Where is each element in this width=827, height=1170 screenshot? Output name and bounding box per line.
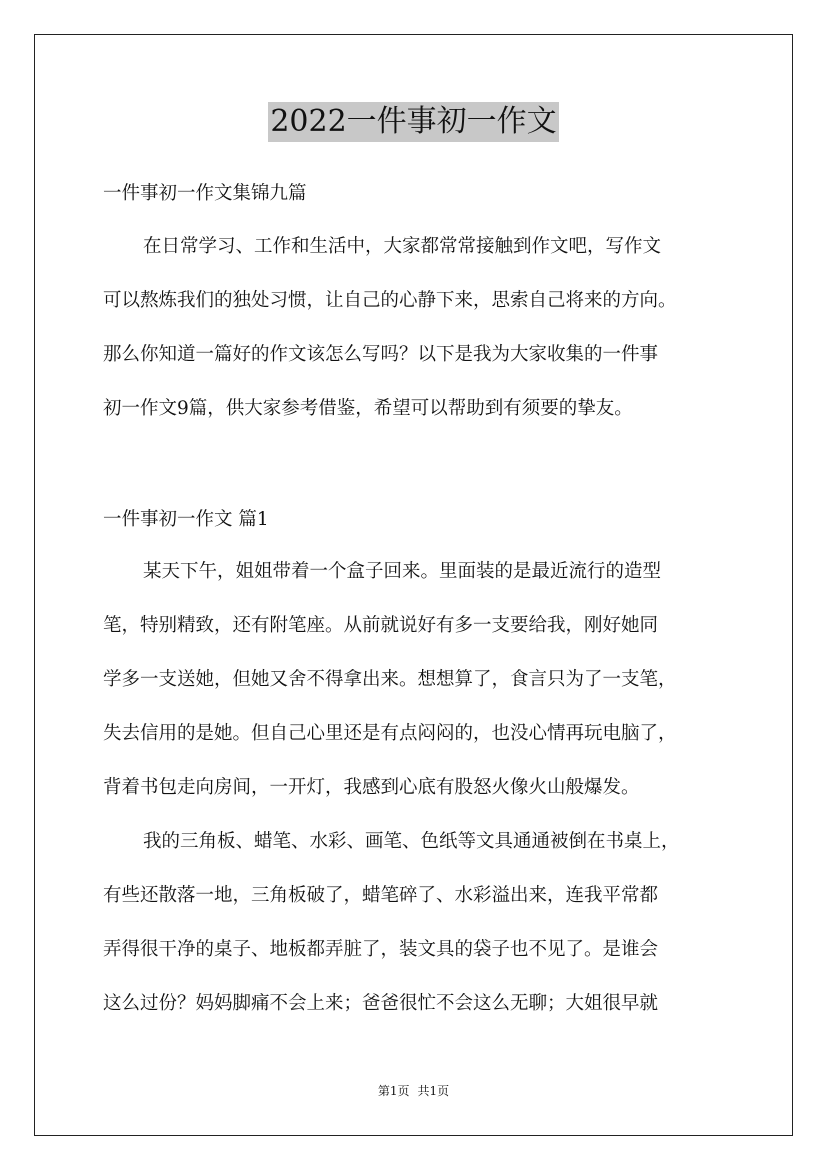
intro-line: 在日常学习、工作和生活中，大家都常常接触到作文吧，写作文 [143, 236, 662, 257]
paragraph-line: 某天下午，姐姐带着一个盒子回来。里面装的是最近流行的造型 [143, 561, 662, 582]
page-number-total: 共1页 [417, 1084, 450, 1098]
document-subtitle: 一件事初一作文集锦九篇 [103, 183, 307, 204]
section-heading: 一件事初一作文 篇1 [103, 509, 269, 530]
intro-line: 那么你知道一篇好的作文该怎么写吗？以下是我为大家收集的一件事 [103, 344, 659, 365]
page-number-current: 第1页 [377, 1084, 410, 1098]
intro-line: 初一作文9篇，供大家参考借鉴，希望可以帮助到有须要的挚友。 [103, 398, 633, 419]
paragraph-line: 弄得很干净的桌子、地板都弄脏了，装文具的袋子也不见了。是谁会 [103, 939, 659, 960]
paragraph-line: 失去信用的是她。但自己心里还是有点闷闷的，也没心情再玩电脑了， [103, 723, 677, 744]
paragraph-line: 学多一支送她，但她又舍不得拿出来。想想算了，食言只为了一支笔， [103, 669, 677, 690]
title-container [0, 102, 827, 142]
document-title: 2022一件事初一作文 [268, 102, 558, 142]
intro-line: 可以熬炼我们的独处习惯，让自己的心静下来，思索自己将来的方向。 [103, 290, 677, 311]
paragraph-line: 背着书包走向房间，一开灯，我感到心底有股怒火像火山般爆发。 [103, 777, 640, 798]
page-footer [0, 1083, 827, 1099]
paragraph-line: 笔，特别精致，还有附笔座。从前就说好有多一支要给我，刚好她同 [103, 615, 659, 636]
paragraph-line: 这么过份？妈妈脚痛不会上来；爸爸很忙不会这么无聊；大姐很早就 [103, 993, 659, 1014]
paragraph-line: 有些还散落一地，三角板破了，蜡笔碎了、水彩溢出来，连我平常都 [103, 885, 659, 906]
paragraph-line: 我的三角板、蜡笔、水彩、画笔、色纸等文具通通被倒在书桌上， [143, 831, 680, 852]
